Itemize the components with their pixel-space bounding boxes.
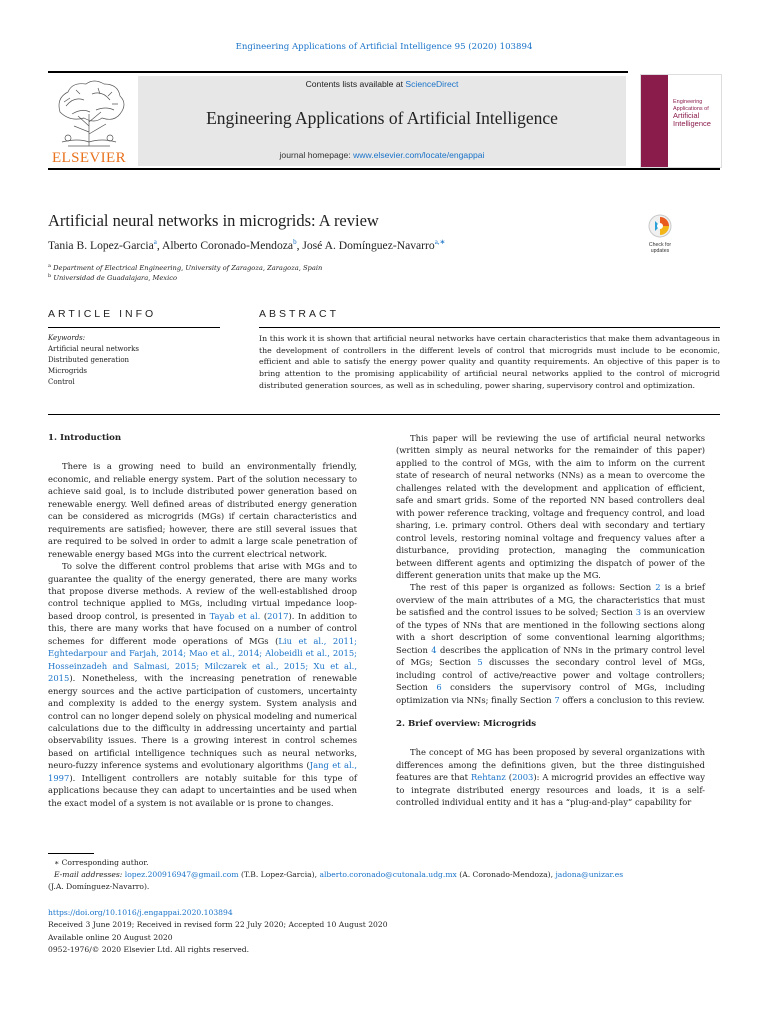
citation-link[interactable]: 2017 — [267, 610, 289, 621]
homepage-line — [138, 150, 626, 160]
text-run: ): A microgrid provides an effective way to integrate distributed energy resources and loads, it is a self-controlled individual entity and it has a “plug-and-play” capability for — [396, 772, 706, 808]
author-affil-marker[interactable]: a,∗ — [434, 238, 446, 246]
journal-cover-thumbnail — [640, 74, 722, 168]
check-for-updates-icon — [648, 214, 672, 238]
publication-info — [48, 907, 388, 956]
body-paragraph — [396, 581, 705, 706]
affiliation — [48, 273, 177, 282]
keywords-label: Keywords: — [48, 334, 86, 342]
citation-link[interactable]: Liu et al., 2011; Eghtedarpour and Farjah, 2014; Mao et al., 2014; Alobeidli et al., 2015; Hosseinzadeh and Salmasi, 2015; Milczarek et al., 2015; Xu et al., 2015 — [48, 635, 358, 684]
contents-line — [138, 79, 626, 89]
text-run: describes the application of NNs in the primary control level of MGs; Section — [396, 644, 705, 668]
text-run: considers the supervisory control of MGs, including optimization via NNs; finally Section — [396, 682, 705, 705]
body-paragraph — [48, 560, 357, 809]
abstract-heading: ABSTRACT — [259, 308, 340, 320]
author-affil-marker[interactable]: a — [153, 238, 157, 246]
check-for-updates-button[interactable] — [640, 214, 680, 254]
check-for-updates-label: Check for updates — [648, 242, 672, 254]
section-gap — [396, 706, 705, 718]
affiliation-text: Universidad de Guadalajara, Mexico — [53, 274, 177, 283]
cover-title-big: Artificial Intelligence — [673, 111, 711, 128]
journal-title: Engineering Applications of Artificial Intelligence — [206, 108, 558, 128]
keyword: Distributed generation — [48, 356, 130, 364]
text-run: is an overview of the types of NNs that are mentioned in the following sections along with a short description of some conventional learning algorithms; Section — [396, 607, 705, 655]
section-link[interactable]: 4 — [431, 644, 437, 655]
author-name[interactable]: Alberto Coronado-Mendoza — [162, 238, 294, 252]
footnote-rule — [48, 853, 94, 854]
section-link[interactable]: 2 — [655, 582, 661, 593]
affiliation-marker: a — [48, 263, 51, 269]
body-column-left — [48, 432, 357, 809]
paper-title: Artificial neural networks in microgrids: A review — [48, 211, 379, 230]
email-owner: (T.B. Lopez-Garcia), — [238, 870, 320, 879]
info-section-rule — [48, 414, 720, 415]
email-label: E-mail addresses: — [54, 870, 123, 879]
text-run: ). In addition to this, there are many works that have focused on a number of control schemes for different mode operations of MGs ( — [48, 610, 357, 646]
article-info-heading: ARTICLE INFO — [48, 308, 157, 320]
text-run: ( — [260, 610, 268, 621]
body-column-right — [396, 432, 705, 809]
citation-link[interactable]: 2003 — [512, 772, 534, 783]
text-run: ( — [505, 772, 513, 783]
citation-link[interactable]: Tayab et al. — [209, 610, 261, 621]
homepage-prefix: journal homepage: — [279, 150, 354, 160]
section-heading-microgrids: 2. Brief overview: Microgrids — [396, 718, 537, 729]
author-affil-marker[interactable]: b — [293, 238, 297, 246]
affiliation-marker: b — [48, 273, 52, 279]
body-paragraph: There is a growing need to build an environmentally friendly, economic, and reliable energy system. Part of the solution necessary to achieve said goal, is to include distributed power generation based on renewable energy. Well defined areas of distributed energy generation can be considered as microgrids (MGs) if certain characteristics and requirements are satisfied; however, there are still several issues that are required to be solved in order to admit a large scale penetration of renewable energy based MGs into the current electrical network. — [48, 461, 357, 559]
author-name[interactable]: José A. Domínguez-Navarro — [302, 238, 435, 252]
text-run: offers a conclusion to this review. — [559, 694, 705, 705]
section-heading-introduction: 1. Introduction — [48, 433, 122, 443]
available-online: Available online 20 August 2020 — [48, 932, 173, 942]
text-run: discusses the secondary control level of MGs, including control of active/reactive power and voltage controllers; Section — [396, 657, 705, 693]
section-link[interactable]: 7 — [554, 694, 560, 705]
header-rule-bottom — [48, 168, 720, 170]
journal-homepage-link[interactable]: www.elsevier.com/locate/engappai — [353, 150, 485, 160]
corresponding-author-note: ∗ Corresponding author. — [54, 858, 149, 867]
citation-link[interactable]: Jang et al., 1997 — [48, 760, 357, 783]
citation-link[interactable]: Rehtanz — [471, 772, 506, 783]
text-run: ). Nonetheless, with the increasing penetration of renewable energy sources and the active participation of customers, uncertainty and complexity is added to the energy system. System analysis and control can no longer depend solely on physical modeling and numerical calculations due to the difficulty in addressing uncertainty and partial observability issues. There is a growing interest in control schemes based on artificial intelligence techniques such as neural networks, neuro-fuzzy inference systems and evolutionary algorithms ( — [48, 673, 357, 771]
email-owner: (J.A. Domínguez-Navarro). — [48, 882, 150, 891]
journal-reference-link[interactable]: Engineering Applications of Artificial Intelligence 95 (2020) 103894 — [235, 42, 533, 52]
keyword: Microgrids — [48, 367, 88, 375]
section-link[interactable]: 6 — [436, 682, 442, 693]
keyword: Artificial neural networks — [48, 345, 139, 353]
text-run: The concept of MG has been proposed by several organizations with differences among the definitions given, but the three distinguished features are that — [396, 747, 705, 783]
affiliation — [48, 263, 322, 272]
affiliation-text: Department of Electrical Engineering, University of Zaragoza, Zaragoza, Spain — [53, 264, 323, 273]
email-link[interactable]: lopez.200916947@gmail.com — [124, 870, 239, 879]
contents-prefix: Contents lists available at — [305, 79, 406, 89]
author-name[interactable]: Tania B. Lopez-Garcia — [48, 238, 154, 252]
cover-band — [641, 75, 668, 167]
text-run: ). Intelligent controllers are notably suitable for this type of applications because they can adapt to uncertainties and be used when the exact model of a system is not available or is prone to changes. — [48, 772, 357, 808]
keyword: Control — [48, 378, 75, 386]
doi-link[interactable]: https://doi.org/10.1016/j.engappai.2020.103894 — [48, 908, 233, 917]
header-rule-top — [48, 71, 628, 73]
email-link[interactable]: jadona@unizar.es — [555, 870, 624, 879]
received-dates: Received 3 June 2019; Received in revised form 22 July 2020; Accepted 10 August 2020 — [48, 920, 388, 930]
keywords-block — [48, 333, 139, 388]
copyright: 0952-1976/© 2020 Elsevier Ltd. All rights reserved. — [48, 944, 250, 954]
text-run: The rest of this paper is organized as follows: Section — [410, 582, 656, 593]
section-link[interactable]: 3 — [635, 607, 642, 618]
footnotes — [48, 857, 720, 893]
elsevier-wordmark: ELSEVIER — [51, 150, 127, 166]
body-paragraph: This paper will be reviewing the use of artificial neural networks (written simply as neural networks for the remainder of this paper) applied to the control of MGs, with the aim to inform on the current state of research of neural networks (NNs) as a mean to overcome the challenges related with the development and application of efficient, safe and smart grids. Some of the reported NN based controllers deal with power reference tracking, voltage and frequency control, and load sharing, i.e. primary control. Others deal with secondary and tertiary control levels, restoring nominal voltage and frequency values after a disturbance, providing protection, managing the communication between different agents and optimizing the dispatch of power of the different generation units that make up the MG. — [396, 433, 705, 580]
cover-text — [673, 99, 721, 128]
text-run: To solve the different control problems that arise with MGs and to guarantee the quality of the energy generated, there are many works that propose diverse methods. A review of the well-established droop control technique applied to MGs, including virtual impedance loop-based droop control, is presented in — [48, 561, 357, 621]
sciencedirect-link[interactable]: ScienceDirect — [405, 79, 459, 89]
email-owner: (A. Coronado-Mendoza), — [456, 870, 556, 879]
body-paragraph — [396, 746, 705, 808]
text-run: is a brief overview of the main attributes of a MG, the characteristics that must be satisfied and the control issues to be solved; Section — [396, 582, 705, 618]
cover-title-small: Engineering Applications of — [673, 99, 709, 112]
abstract-rule — [259, 327, 720, 328]
author-list: Tania B. Lopez-Garcia$^a$, Alberto Coronado-Mendoza$^b$, José A. Domínguez-Navarro$^{a,∗}$ — [48, 238, 446, 252]
article-info-rule — [48, 327, 220, 328]
email-link[interactable]: alberto.coronado@cutonala.udg.mx — [319, 870, 457, 879]
abstract-text: In this work it is shown that artificial neural networks have certain characteristics that make them advantageous in the development of controllers in the different levels of control that microgrids must include to be economic, efficient and able to satisfy the energy power quality and quantity requirements. An objective of this paper is to bring attention to the promising applicability of artificial neural networks applied to the control of microgrid distributed generation sources, as well as in scheduling, power sharing, supervisory control and optimization. — [259, 334, 720, 390]
section-link[interactable]: 5 — [477, 657, 483, 668]
email-addresses — [48, 869, 720, 881]
